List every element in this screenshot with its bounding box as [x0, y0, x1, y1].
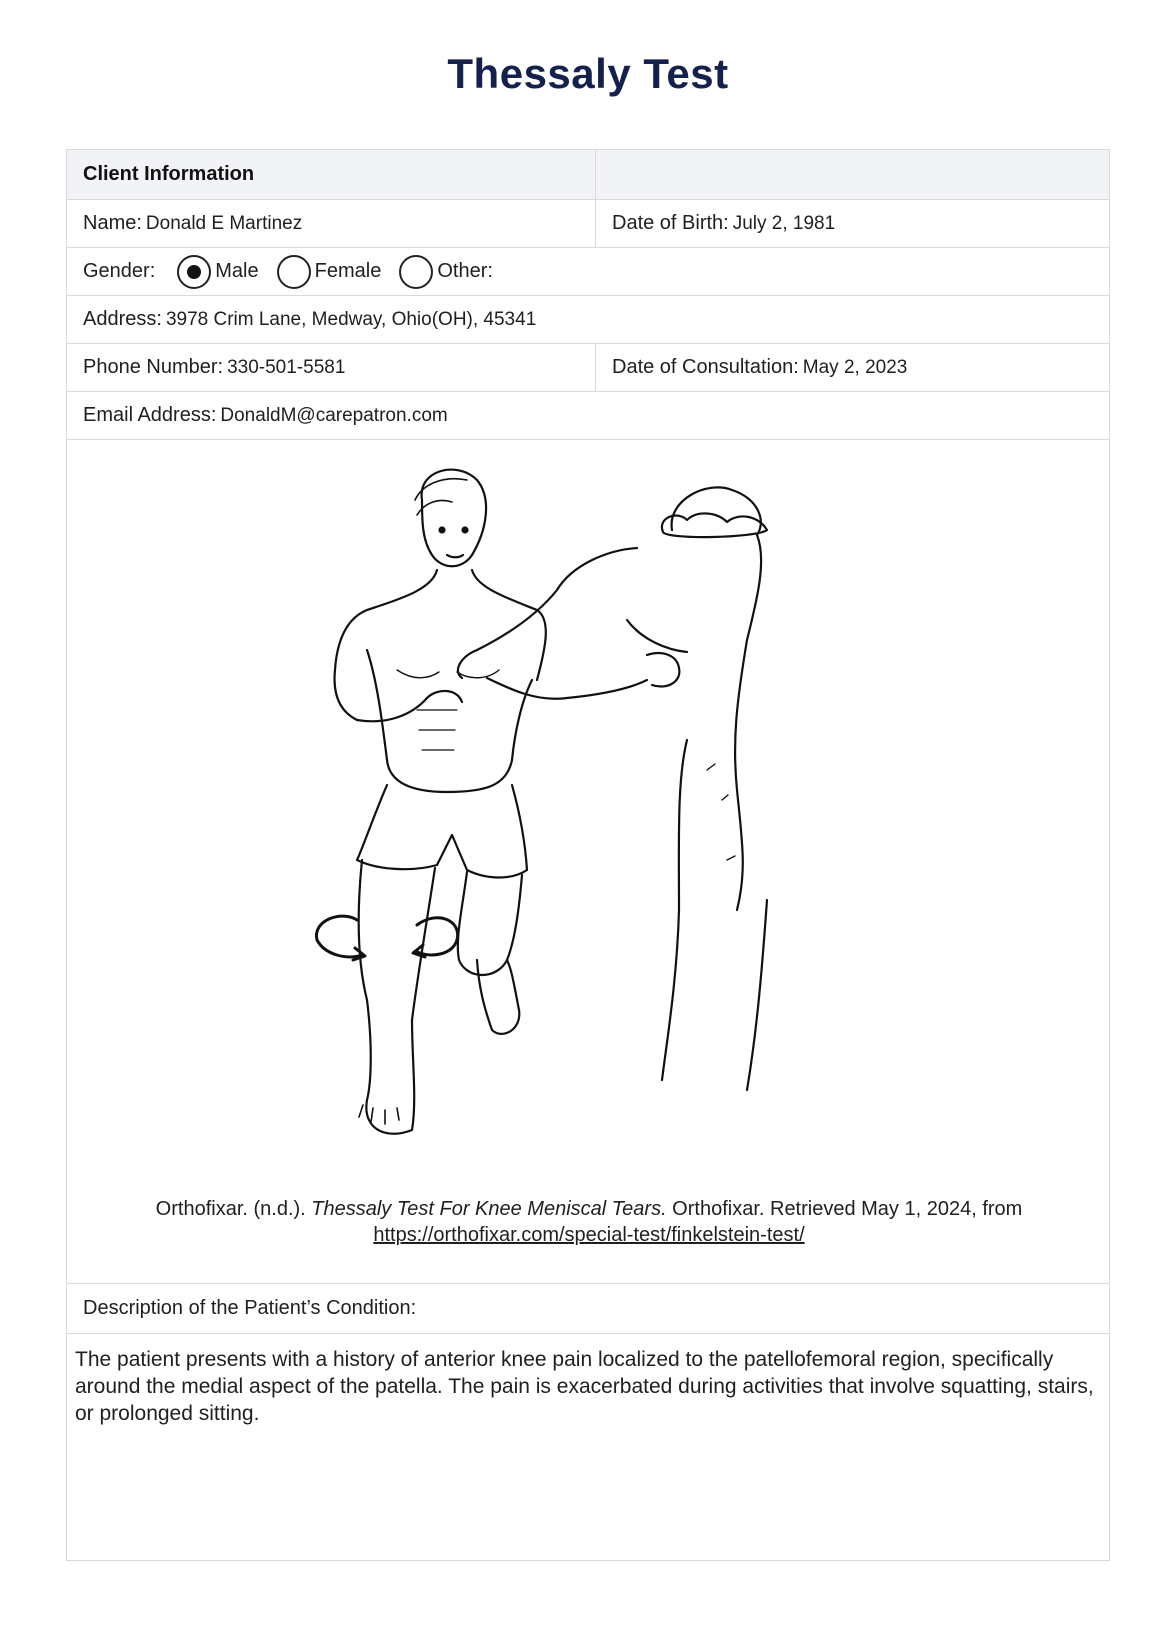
gender-option-other[interactable]	[399, 255, 493, 289]
gender-option-label: Female	[314, 260, 382, 282]
patient-figure	[316, 470, 545, 1134]
dob-field[interactable]	[596, 200, 1109, 247]
gender-row	[67, 248, 1109, 296]
gender-field	[67, 248, 1109, 295]
name-field[interactable]	[67, 200, 596, 247]
client-info-header: Client Information	[67, 150, 596, 199]
gender-option-label: Male	[215, 260, 259, 282]
citation-prefix: Orthofixar. (n.d.).	[155, 1198, 312, 1220]
radio-unchecked-icon[interactable]	[399, 255, 433, 289]
email-row	[67, 392, 1109, 440]
name-dob-row	[67, 200, 1109, 248]
citation-title: Thessaly Test For Knee Meniscal Tears.	[311, 1198, 667, 1220]
email-value: DonaldM@carepatron.com	[220, 404, 448, 426]
client-form	[66, 149, 1110, 1561]
phone-consult-row	[67, 344, 1109, 392]
citation	[67, 1196, 1111, 1248]
name-label: Name:	[83, 212, 142, 234]
illustration-section	[67, 440, 1109, 1284]
description-label: Description of the Patient’s Condition:	[83, 1297, 417, 1319]
email-label: Email Address:	[83, 404, 217, 426]
header-empty-cell	[596, 150, 1109, 199]
description-text[interactable]: The patient presents with a history of anterior knee pain localized to the patellofemoral region, specifically around the medial aspect of the patella. The pain is exacerbated during activities that involve squatting, stairs, or prolonged sitting.	[75, 1348, 1094, 1425]
consult-date-field[interactable]	[596, 344, 1109, 391]
address-row	[67, 296, 1109, 344]
address-value: 3978 Crim Lane, Medway, Ohio(OH), 45341	[165, 308, 537, 330]
consult-label: Date of Consultation:	[612, 356, 799, 378]
description-label-row	[67, 1284, 1109, 1334]
gender-option-female[interactable]	[277, 255, 382, 289]
examiner-figure	[458, 487, 767, 1090]
page-title: Thessaly Test	[447, 50, 729, 97]
address-field[interactable]	[67, 296, 1109, 343]
consult-value: May 2, 2023	[802, 356, 908, 378]
email-field[interactable]	[67, 392, 1109, 439]
gender-option-male[interactable]	[177, 255, 258, 289]
thessaly-test-illustration	[67, 440, 1111, 1180]
name-value: Donald E Martinez	[145, 212, 303, 234]
phone-label: Phone Number:	[83, 356, 224, 378]
client-info-header-row	[67, 150, 1109, 200]
citation-link[interactable]: https://orthofixar.com/special-test/finkelstein-test/	[373, 1224, 805, 1246]
radio-checked-icon[interactable]	[177, 255, 211, 289]
gender-label: Gender:	[83, 260, 156, 282]
address-label: Address:	[83, 308, 162, 330]
gender-option-label: Other:	[437, 260, 493, 282]
gender-radio-group	[159, 255, 493, 289]
radio-unchecked-icon[interactable]	[277, 255, 311, 289]
phone-value: 330-501-5581	[227, 356, 346, 378]
dob-label: Date of Birth:	[612, 212, 729, 234]
citation-suffix: Orthofixar. Retrieved May 1, 2024, from	[666, 1198, 1023, 1220]
dob-value: July 2, 1981	[732, 212, 836, 234]
phone-field[interactable]	[67, 344, 596, 391]
